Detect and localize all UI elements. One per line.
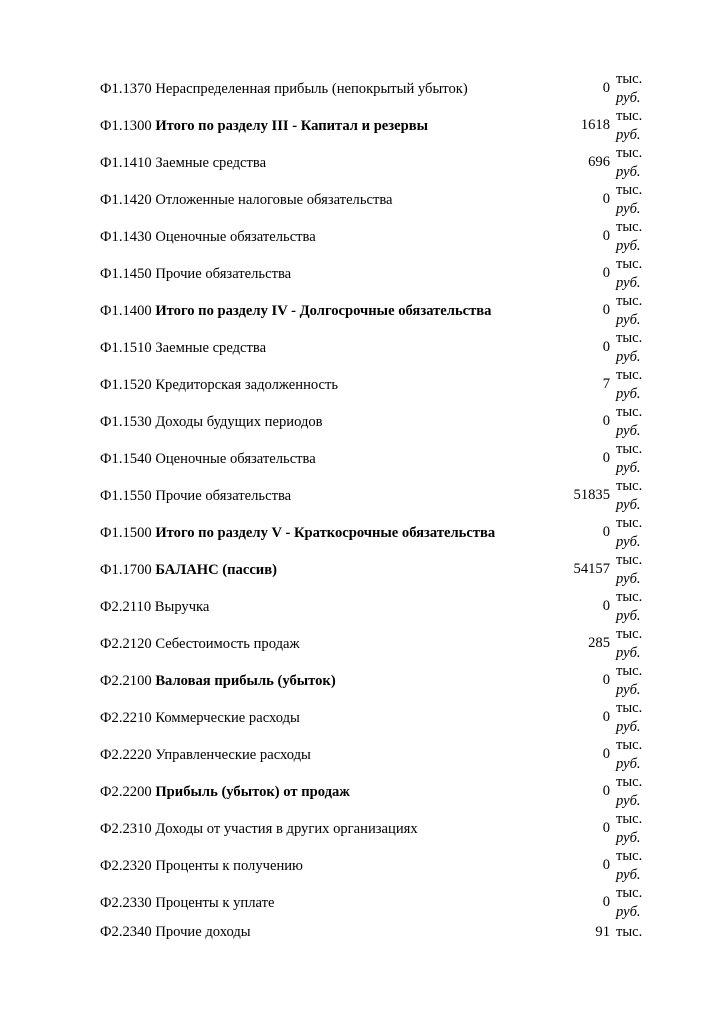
row-code: Ф1.1300 xyxy=(100,117,152,134)
table-row xyxy=(100,662,647,699)
row-label xyxy=(100,413,603,431)
row-label-text: Доходы будущих периодов xyxy=(155,413,323,430)
unit-thousands-label: тыс. xyxy=(616,71,643,88)
unit-rubles-label: руб. xyxy=(616,237,641,254)
unit-thousands-label: тыс. xyxy=(616,256,643,273)
table-row xyxy=(100,292,647,329)
row-code: Ф1.1540 xyxy=(100,450,152,467)
row-label xyxy=(100,598,603,616)
row-label xyxy=(100,191,603,209)
row-label xyxy=(100,339,603,357)
row-unit xyxy=(616,181,647,218)
table-row xyxy=(100,366,647,403)
table-row xyxy=(100,477,647,514)
table-row xyxy=(100,218,647,255)
row-label xyxy=(100,635,588,653)
row-code: Ф2.2200 xyxy=(100,783,152,800)
row-value: 0 xyxy=(602,413,610,429)
row-unit xyxy=(616,70,647,107)
unit-rubles-label: руб. xyxy=(616,681,641,698)
row-value: 51835 xyxy=(573,487,610,503)
row-label xyxy=(100,820,603,838)
row-code: Ф1.1550 xyxy=(100,487,152,504)
unit-rubles-label: руб. xyxy=(616,829,641,846)
unit-rubles-label: руб. xyxy=(616,570,641,587)
unit-thousands-label: тыс. xyxy=(616,552,643,569)
row-label-text: Прочие обязательства xyxy=(155,487,292,504)
table-row xyxy=(100,329,647,366)
row-label xyxy=(100,894,603,912)
unit-rubles-label: руб. xyxy=(616,903,641,920)
row-label xyxy=(100,228,603,246)
row-label xyxy=(100,117,581,135)
unit-thousands-label: тыс. xyxy=(616,145,643,162)
row-unit xyxy=(616,255,647,292)
row-value: 0 xyxy=(602,450,610,466)
unit-rubles-label: руб. xyxy=(616,163,641,180)
table-row xyxy=(100,625,647,662)
unit-rubles-label: руб. xyxy=(616,89,641,106)
row-label xyxy=(100,302,603,320)
unit-thousands-label: тыс. xyxy=(616,404,643,421)
unit-rubles-label: руб. xyxy=(616,200,641,217)
unit-thousands-label: тыс. xyxy=(616,848,643,865)
unit-thousands-label: тыс. xyxy=(616,700,643,717)
row-code: Ф1.1520 xyxy=(100,376,152,393)
row-label-text: Заемные средства xyxy=(155,154,267,171)
row-label xyxy=(100,154,588,172)
row-value: 696 xyxy=(588,154,610,170)
row-unit xyxy=(616,403,647,440)
unit-thousands-label: тыс. xyxy=(616,293,643,310)
row-unit xyxy=(616,292,647,329)
row-label-text: Оценочные обязательства xyxy=(155,450,316,467)
row-unit xyxy=(616,440,647,477)
row-label-text: Управленческие расходы xyxy=(155,746,311,763)
row-value: 54157 xyxy=(573,561,610,577)
row-code: Ф2.2330 xyxy=(100,894,152,911)
row-code: Ф2.2320 xyxy=(100,857,152,874)
row-code: Ф1.1370 xyxy=(100,80,152,97)
row-label xyxy=(100,80,603,98)
row-value: 0 xyxy=(602,746,610,762)
row-code: Ф1.1420 xyxy=(100,191,152,208)
table-row xyxy=(100,514,647,551)
row-unit xyxy=(616,923,647,941)
row-label-text: Проценты к получению xyxy=(155,857,303,874)
table-row xyxy=(100,181,647,218)
unit-rubles-label: руб. xyxy=(616,126,641,143)
row-label-text: Кредиторская задолженность xyxy=(155,376,339,393)
row-value: 0 xyxy=(602,302,610,318)
table-row xyxy=(100,403,647,440)
unit-rubles-label: руб. xyxy=(616,792,641,809)
unit-thousands-label: тыс. xyxy=(616,108,643,125)
unit-rubles-label: руб. xyxy=(616,385,641,402)
row-label xyxy=(100,783,603,801)
row-value: 0 xyxy=(602,524,610,540)
row-unit xyxy=(616,218,647,255)
unit-thousands-label: тыс. xyxy=(616,367,643,384)
row-code: Ф1.1700 xyxy=(100,561,152,578)
unit-thousands-label: тыс. xyxy=(616,478,643,495)
row-value: 91 xyxy=(595,923,610,940)
unit-rubles-label: руб. xyxy=(616,422,641,439)
row-label-text: Коммерческие расходы xyxy=(155,709,300,726)
table-row xyxy=(100,588,647,625)
unit-thousands-label: тыс. xyxy=(616,885,643,902)
row-label-text: Заемные средства xyxy=(155,339,267,356)
unit-rubles-label: руб. xyxy=(616,348,641,365)
row-value: 0 xyxy=(602,265,610,281)
row-value: 0 xyxy=(602,80,610,96)
row-value: 1618 xyxy=(580,117,610,133)
row-unit xyxy=(616,662,647,699)
row-value: 0 xyxy=(602,339,610,355)
row-unit xyxy=(616,144,647,181)
row-value: 0 xyxy=(602,191,610,207)
unit-thousands-label: тыс. xyxy=(616,589,643,606)
row-unit xyxy=(616,810,647,847)
row-label xyxy=(100,709,603,727)
row-label-text: Выручка xyxy=(154,598,210,615)
row-unit xyxy=(616,588,647,625)
unit-thousands-label: тыс. xyxy=(616,515,643,532)
row-label-text: Оценочные обязательства xyxy=(155,228,316,245)
unit-thousands-label: тыс. xyxy=(616,811,643,828)
row-unit xyxy=(616,514,647,551)
row-label-text: БАЛАНС (пассив) xyxy=(155,561,277,578)
row-label xyxy=(100,487,574,505)
unit-rubles-label: руб. xyxy=(616,755,641,772)
row-value: 0 xyxy=(602,894,610,910)
table-row xyxy=(100,144,647,181)
row-code: Ф2.2210 xyxy=(100,709,152,726)
unit-rubles-label: руб. xyxy=(616,718,641,735)
row-label xyxy=(100,376,603,394)
unit-thousands-label: тыс. xyxy=(616,737,643,754)
unit-rubles-label: руб. xyxy=(616,311,641,328)
row-value: 0 xyxy=(602,672,610,688)
row-code: Ф1.1410 xyxy=(100,154,152,171)
row-unit xyxy=(616,847,647,884)
financial-rows-list xyxy=(100,70,647,943)
row-label xyxy=(100,672,603,690)
row-code: Ф1.1530 xyxy=(100,413,152,430)
row-label xyxy=(100,561,574,579)
table-row xyxy=(100,810,647,847)
unit-thousands-label: тыс. xyxy=(616,663,643,680)
row-label-text: Прочие доходы xyxy=(155,924,251,940)
row-label-text: Доходы от участия в других организациях xyxy=(155,820,418,837)
row-value: 0 xyxy=(602,598,610,614)
row-unit xyxy=(616,551,647,588)
unit-thousands-label: тыс. xyxy=(616,219,643,236)
unit-rubles-label: руб. xyxy=(616,496,641,513)
unit-thousands-label: тыс. xyxy=(616,182,643,199)
row-label-text: Итого по разделу III - Капитал и резервы xyxy=(155,117,429,134)
table-row xyxy=(100,551,647,588)
table-row xyxy=(100,847,647,884)
row-value: 0 xyxy=(602,783,610,799)
unit-rubles-label: руб. xyxy=(616,459,641,476)
row-code: Ф2.2120 xyxy=(100,635,152,652)
row-unit xyxy=(616,884,647,921)
row-value: 0 xyxy=(602,820,610,836)
row-label-text: Валовая прибыль (убыток) xyxy=(155,672,336,689)
unit-thousands-label: тыс. xyxy=(616,330,643,347)
unit-thousands-label: тыс. xyxy=(616,626,643,643)
row-label xyxy=(100,857,603,875)
unit-rubles-label: руб. xyxy=(616,644,641,661)
row-value: 7 xyxy=(602,376,610,392)
row-label-text: Итого по разделу IV - Долгосрочные обязательства xyxy=(155,302,492,319)
row-code: Ф1.1430 xyxy=(100,228,152,245)
row-value: 0 xyxy=(602,857,610,873)
table-row xyxy=(100,736,647,773)
row-code: Ф1.1400 xyxy=(100,302,152,319)
unit-rubles-label: руб. xyxy=(616,866,641,883)
row-label xyxy=(100,265,603,283)
row-unit xyxy=(616,366,647,403)
row-label-text: Отложенные налоговые обязательства xyxy=(155,191,393,208)
row-code: Ф1.1500 xyxy=(100,524,152,541)
row-unit xyxy=(616,773,647,810)
table-row xyxy=(100,255,647,292)
row-code: Ф2.2310 xyxy=(100,820,152,837)
row-unit xyxy=(616,107,647,144)
unit-thousands-label: тыс. xyxy=(616,774,643,791)
table-row xyxy=(100,70,647,107)
row-unit xyxy=(616,625,647,662)
table-row xyxy=(100,107,647,144)
unit-thousands-label: тыс. xyxy=(616,441,643,458)
row-label-text: Проценты к уплате xyxy=(155,894,275,911)
row-label xyxy=(100,450,603,468)
row-code: Ф2.2100 xyxy=(100,672,152,689)
table-row xyxy=(100,699,647,736)
row-label-text: Прибыль (убыток) от продаж xyxy=(155,783,350,800)
table-row xyxy=(100,773,647,810)
row-unit xyxy=(616,477,647,514)
row-value: 0 xyxy=(602,228,610,244)
row-unit xyxy=(616,699,647,736)
row-code: Ф2.2110 xyxy=(100,598,152,615)
row-unit xyxy=(616,736,647,773)
row-label-text: Себестоимость продаж xyxy=(155,635,300,652)
unit-rubles-label: руб. xyxy=(616,533,641,550)
row-label-text: Итого по разделу V - Краткосрочные обязательства xyxy=(155,524,496,541)
row-code: Ф2.2220 xyxy=(100,746,152,763)
table-row xyxy=(100,921,647,943)
unit-rubles-label: руб. xyxy=(616,274,641,291)
unit-thousands-label: тыс. xyxy=(616,923,643,940)
table-row xyxy=(100,440,647,477)
table-row xyxy=(100,884,647,921)
row-value: 285 xyxy=(588,635,610,651)
row-label-text: Прочие обязательства xyxy=(155,265,292,282)
row-label xyxy=(100,746,603,764)
row-code: Ф2.2340 xyxy=(100,924,152,940)
row-value: 0 xyxy=(602,709,610,725)
unit-rubles-label: руб. xyxy=(616,607,641,624)
row-code: Ф1.1450 xyxy=(100,265,152,282)
row-code: Ф1.1510 xyxy=(100,339,152,356)
row-label-text: Нераспределенная прибыль (непокрытый убыток) xyxy=(155,80,468,97)
row-label xyxy=(100,923,595,941)
row-unit xyxy=(616,329,647,366)
row-label xyxy=(100,524,603,542)
